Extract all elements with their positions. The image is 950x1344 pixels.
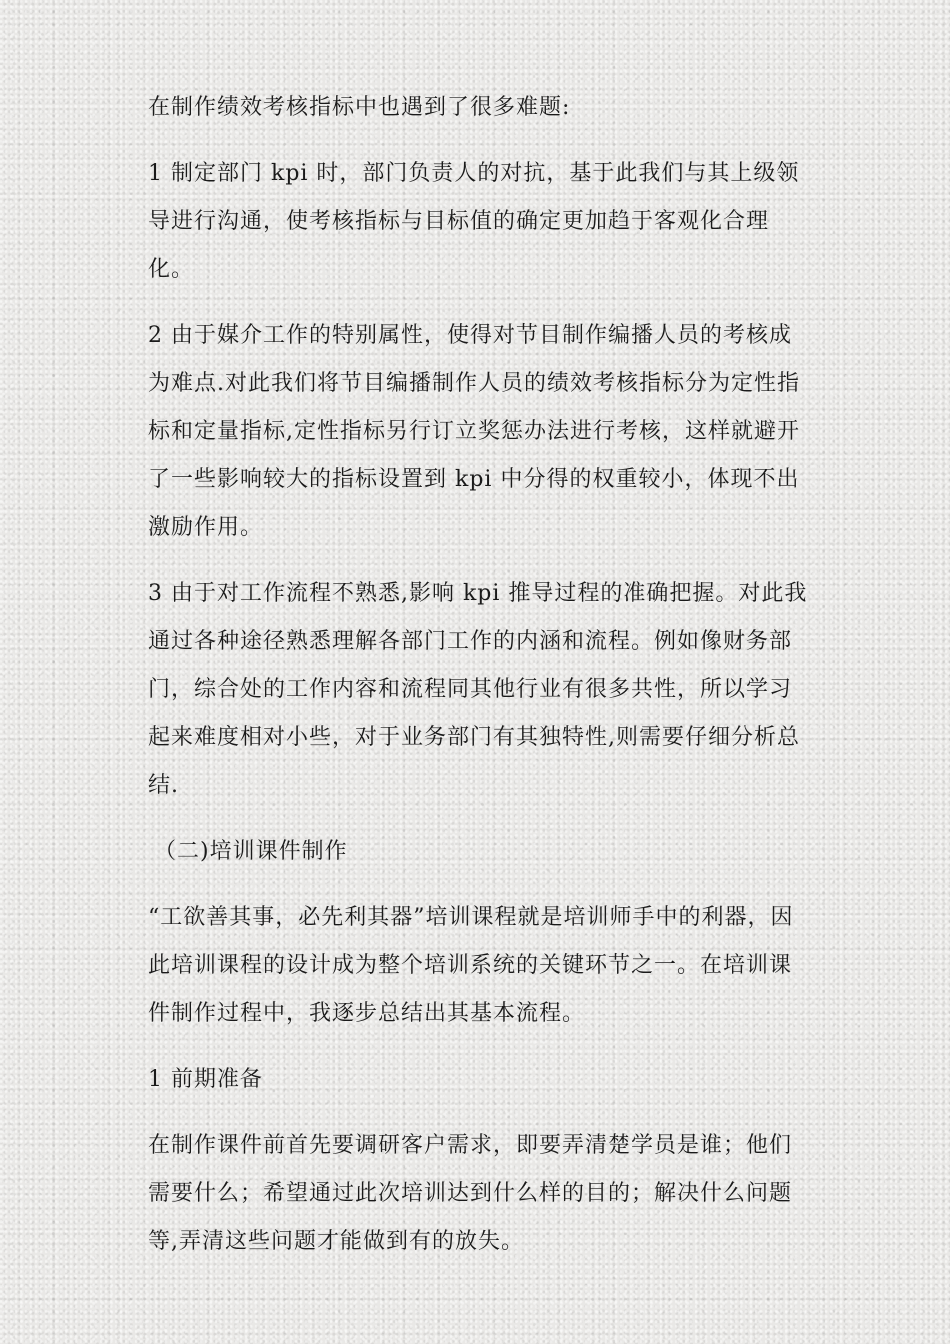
paragraph-item-3: 3 由于对工作流程不熟悉,影响 kpi 推导过程的准确把握。对此我通过各种途径熟悉理解各部门工作的内涵和流程。例如像财务部门，综合处的工作内容和流程同其他行业有很多共性，所以学习起来难度相对小些，对于业务部门有其独特性,则需要仔细分析总结.	[148, 581, 808, 798]
paragraph-item-2: 2 由于媒介工作的特别属性，使得对节目制作编播人员的考核成为难点.对此我们将节目编播制作人员的绩效考核指标分为定性指标和定量指标,定性指标另行订立奖惩办法进行考核，这样就避开了一些影响较大的指标设置到 kpi 中分得的权重较小，体现不出激励作用。	[148, 323, 800, 540]
paragraph-training-intro: “工欲善其事，必先利其器”培训课程就是培训师手中的利器，因此培训课程的设计成为整个培训系统的关键环节之一。在培训课件制作过程中，我逐步总结出其基本流程。	[148, 905, 794, 1026]
paragraph-intro: 在制作绩效考核指标中也遇到了很多难题:	[148, 95, 571, 120]
paragraph-preparation: 在制作课件前首先要调研客户需求，即要弄清楚学员是谁；他们需要什么；希望通过此次培训达到什么样的目的；解决什么问题等,弄清这些问题才能做到有的放失。	[148, 1133, 793, 1254]
paragraph-item-1: 1 制定部门 kpi 时，部门负责人的对抗，基于此我们与其上级领导进行沟通，使考核指标与目标值的确定更加趋于客观化合理化。	[148, 161, 800, 282]
subheading-preparation: 1 前期准备	[148, 1067, 263, 1092]
document-body	[148, 84, 808, 1266]
section-heading-training: （二)培训课件制作	[154, 839, 348, 864]
